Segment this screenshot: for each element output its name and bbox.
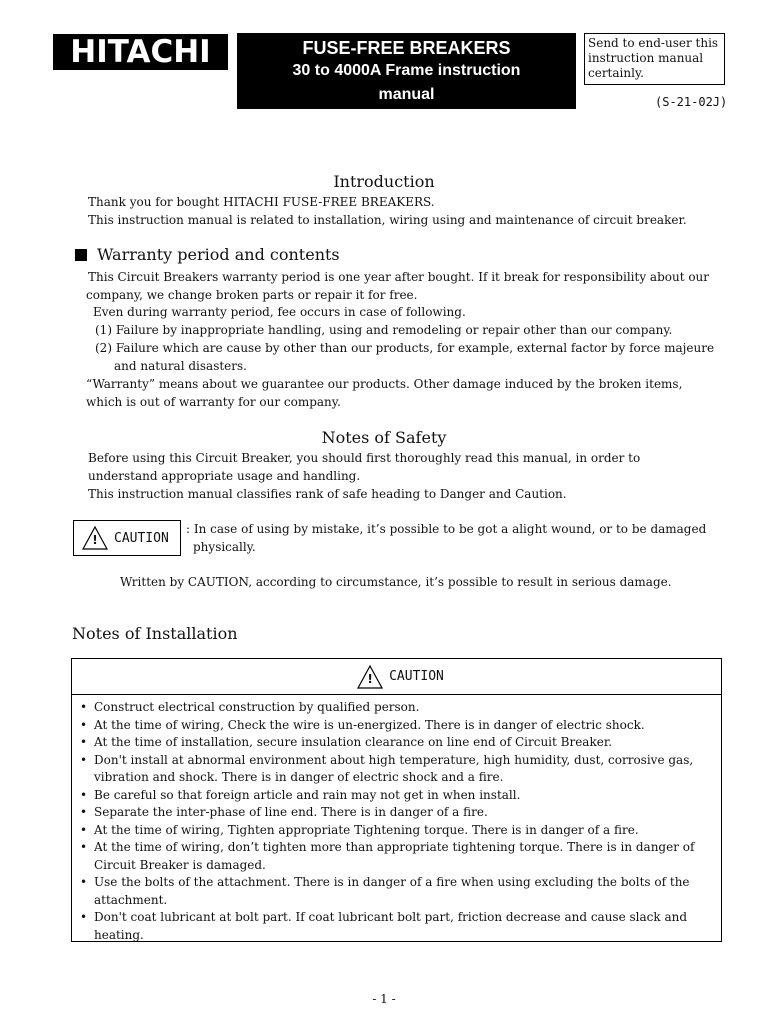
note-line: Send to end-user this bbox=[588, 36, 719, 50]
page-number: - 1 - bbox=[372, 992, 396, 1006]
warranty-line: Even during warranty period, fee occurs in case of following. bbox=[93, 305, 466, 319]
note-line: certainly. bbox=[588, 66, 644, 80]
safety-line: understand appropriate usage and handling. bbox=[88, 469, 361, 483]
warranty-line: and natural disasters. bbox=[114, 359, 247, 373]
title-line-2: 30 to 4000A Frame instruction bbox=[292, 62, 521, 79]
warranty-line: “Warranty” means about we guarantee our products. Other damage induced by the broken items, bbox=[86, 377, 683, 391]
safety-heading: Notes of Safety bbox=[321, 428, 447, 447]
warranty-line: (2) Failure which are cause by other than our products, for example, external factor by force majeure bbox=[95, 341, 715, 355]
caution-label: CAUTION bbox=[389, 669, 444, 684]
warranty-heading bbox=[75, 245, 340, 264]
installation-heading: Notes of Installation bbox=[72, 624, 238, 643]
list-item: • At the time of installation, secure insulation clearance on line end of Circuit Breaker. bbox=[80, 734, 721, 752]
warning-triangle-icon: ! bbox=[82, 526, 108, 550]
document-title-block bbox=[237, 33, 576, 109]
warranty-line: which is out of warranty for our company. bbox=[86, 395, 341, 409]
list-item: • At the time of wiring, don’t tighten more than appropriate tightening torque. There is in danger of Circuit Breaker is damaged. bbox=[80, 839, 721, 874]
list-item: • Don't install at abnormal environment about high temperature, high humidity, dust, corrosive gas, vibration and shock. There is in danger of electric shock and a fire. bbox=[80, 752, 721, 787]
intro-line: This instruction manual is related to installation, wiring using and maintenance of circuit breaker. bbox=[88, 213, 687, 227]
warning-triangle-icon: ! bbox=[357, 665, 383, 689]
safety-line: This instruction manual classifies rank of safe heading to Danger and Caution. bbox=[88, 487, 567, 501]
warranty-line: (1) Failure by inappropriate handling, using and remodeling or repair other than our company. bbox=[95, 323, 673, 337]
caution-label: CAUTION bbox=[114, 530, 169, 546]
caution-written-note: Written by CAUTION, according to circumstance, it’s possible to result in serious damage. bbox=[120, 575, 672, 589]
list-item: • Use the bolts of the attachment. There is in danger of a fire when using excluding the bolts of the attachment. bbox=[80, 874, 721, 909]
list-item: • At the time of wiring, Tighten appropriate Tightening torque. There is in danger of a fire. bbox=[80, 822, 721, 840]
list-item: • Don't coat lubricant at bolt part. If coat lubricant bolt part, friction decrease and cause slack and heating. bbox=[80, 909, 721, 944]
safety-line: Before using this Circuit Breaker, you should first thoroughly read this manual, in order to bbox=[88, 451, 641, 465]
warranty-line: This Circuit Breakers warranty period is one year after bought. If it break for responsibility about our bbox=[88, 270, 710, 284]
title-line-3: manual bbox=[378, 86, 435, 103]
title-line-1: FUSE-FREE BREAKERS bbox=[302, 38, 511, 58]
installation-caution-box bbox=[71, 658, 722, 942]
caution-label-box bbox=[73, 520, 181, 556]
installation-caution-header bbox=[72, 659, 721, 695]
installation-list bbox=[72, 695, 721, 944]
list-item: • Construct electrical construction by qualified person. bbox=[80, 699, 721, 717]
introduction-heading: Introduction bbox=[333, 172, 435, 191]
list-item: • Separate the inter-phase of line end. There is in danger of a fire. bbox=[80, 804, 721, 822]
square-bullet-icon bbox=[75, 249, 87, 261]
document-number: (S-21-02J) bbox=[655, 95, 728, 109]
list-item: • Be careful so that foreign article and rain may not get in when install. bbox=[80, 787, 721, 805]
note-line: instruction manual bbox=[588, 51, 704, 65]
end-user-note bbox=[584, 33, 725, 85]
hitachi-logo: HITACHI bbox=[53, 34, 228, 70]
caution-description: : In case of using by mistake, it’s possible to be got a alight wound, or to be damaged bbox=[186, 522, 707, 536]
warranty-heading-text: Warranty period and contents bbox=[97, 245, 340, 264]
intro-line: Thank you for bought HITACHI FUSE-FREE BREAKERS. bbox=[88, 195, 435, 209]
caution-description: physically. bbox=[193, 540, 256, 554]
warranty-line: company, we change broken parts or repair it for free. bbox=[86, 288, 418, 302]
list-item: • At the time of wiring, Check the wire is un-energized. There is in danger of electric shock. bbox=[80, 717, 721, 735]
